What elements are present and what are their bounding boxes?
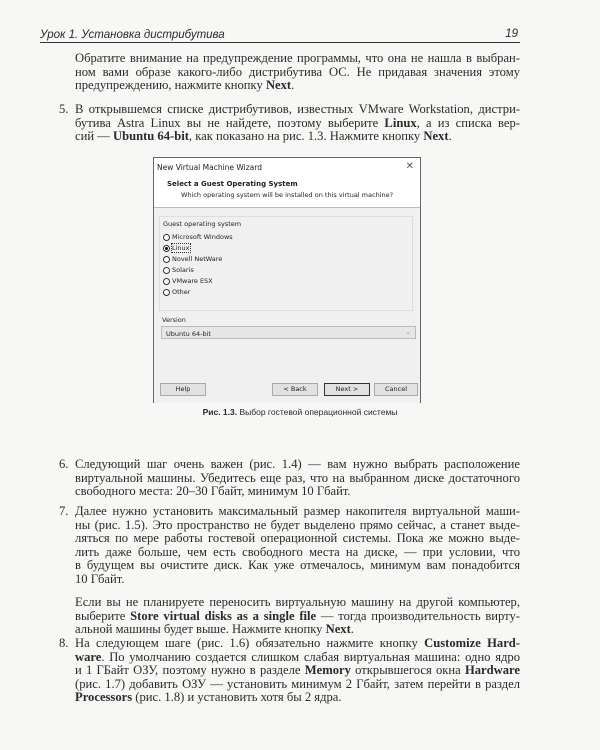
text-line [75, 664, 520, 678]
radio-circle-icon [163, 245, 170, 252]
paragraph-warning [75, 52, 520, 93]
text-run: В открывшемся списке дистрибутивов, известных VMware Workstation, дистри- [75, 102, 520, 116]
text-run: предупреждению, нажмите кнопку [75, 78, 266, 93]
text-line [75, 691, 520, 705]
text-run: ляться по мере работы гостевой операционной системы. Пока же можно выде- [75, 531, 520, 546]
text-line [75, 519, 520, 533]
text-run: альной машины будет выше. Нажмите кнопку [75, 622, 326, 637]
radio-microsoft-windows[interactable] [163, 233, 233, 241]
text-run: . По умолчанию создается слишком слабая виртуальная машина: одно ядро [101, 649, 520, 664]
radio-label: Other [172, 288, 191, 296]
cancel-button[interactable]: Cancel [374, 383, 418, 396]
next-button[interactable]: Next > [324, 383, 370, 396]
radio-circle-icon [163, 278, 170, 285]
text-line [75, 52, 520, 66]
text-run: . [448, 129, 452, 144]
bold-term: Hardware [464, 663, 520, 678]
text-run: бутива Astra Linux вы не найдете, поэтому выберите [75, 115, 385, 130]
text-line [75, 130, 520, 144]
bold-term: Next [423, 129, 449, 144]
group-label: Guest operating system [163, 220, 242, 228]
text-run: Обратите внимание на предупреждение программы, что она не нашла в выбран- [75, 51, 520, 65]
text-line [75, 546, 520, 560]
text-run: в будущем вы очистите диск. Как уже отмечалось, минимум вам понадобится [75, 558, 520, 573]
text-run: , как показано на рис. 1.3. Нажмите кнопку [188, 129, 424, 144]
version-label: Version [162, 316, 186, 324]
bold-term: Ubuntu 64-bit [112, 129, 189, 144]
text-run: На следующем шаге (рис. 1.6) обязательно нажмите кнопку [75, 636, 425, 650]
radio-linux[interactable] [163, 244, 190, 252]
text-line [75, 485, 520, 499]
text-run: . [350, 622, 354, 637]
list-number: 6. [59, 457, 69, 471]
bold-term: Linux [384, 115, 417, 130]
list-item-7 [59, 504, 520, 587]
running-header [40, 29, 520, 43]
paragraph-store-disks [75, 596, 520, 637]
text-line [75, 678, 520, 692]
figure-text: Выбор гостевой операционной системы [237, 407, 398, 417]
list-number: 8. [59, 636, 69, 650]
bold-term: Processors [75, 690, 133, 705]
text-line [75, 472, 520, 486]
list-item-8 [59, 636, 520, 705]
text-line [75, 458, 520, 472]
text-line [75, 505, 520, 519]
version-value: Ubuntu 64-bit [166, 330, 211, 338]
text-run: Следующий шаг очень важен (рис. 1.4) — вам нужно выбрать расположение [75, 457, 520, 471]
list-item-5 [59, 102, 520, 144]
radio-label: Linux [172, 244, 190, 252]
radio-circle-icon [163, 289, 170, 296]
help-button[interactable]: Help [160, 383, 206, 396]
dialog-heading: Select a Guest Operating System [167, 180, 298, 188]
text-run: Если вы не планируете переносить виртуальную машину на другой компьютер, [75, 595, 520, 609]
text-run: (рис. 1.8) и установить хотя бы 2 ядра. [132, 690, 342, 705]
text-line [75, 610, 520, 624]
text-line [75, 79, 520, 93]
back-button[interactable]: < Back [272, 383, 318, 396]
text-run: ном вами образе какого-либо дистрибутива ОС. Не придавая значения этому [75, 64, 520, 79]
text-line [75, 559, 520, 573]
radio-label: Solaris [172, 266, 194, 274]
list-number: 5. [59, 102, 69, 116]
bold-term: ware [75, 649, 102, 664]
text-run: виртуальной машины. Убедитесь еще раз, что на выбранном диске достаточного [75, 470, 520, 485]
figure-label: Рис. 1.3. [202, 407, 238, 417]
version-select[interactable] [161, 326, 416, 339]
text-line [75, 573, 520, 587]
text-run: открывшегося окна [350, 663, 465, 678]
radio-vmware-esx[interactable] [163, 277, 213, 285]
text-line [75, 103, 520, 117]
text-run: и 1 ГБайт ОЗУ, поэтому нужно в разделе [75, 663, 305, 678]
page-number: 19 [505, 28, 518, 40]
text-run: свободного места: 20–30 Гбайт, минимум 10 Гбайт. [75, 484, 351, 499]
radio-solaris[interactable] [163, 266, 194, 274]
text-line [75, 651, 520, 665]
list-number: 7. [59, 504, 69, 518]
text-run: . [291, 78, 295, 93]
guest-os-group [159, 216, 413, 311]
text-line [75, 66, 520, 80]
radio-novell-netware[interactable] [163, 255, 222, 263]
bold-term: Customize Hard- [424, 636, 520, 650]
close-icon[interactable]: ✕ [405, 161, 414, 172]
radio-label: VMware ESX [172, 277, 213, 285]
figure-caption [0, 407, 600, 417]
text-line [75, 117, 520, 131]
text-run: выберите [75, 608, 131, 623]
text-line [75, 532, 520, 546]
chapter-title: Урок 1. Установка дистрибутива [40, 29, 225, 41]
list-item-6 [59, 457, 520, 499]
radio-circle-icon [163, 267, 170, 274]
chevron-down-icon: ⌄ [405, 328, 411, 336]
dialog-title: New Virtual Machine Wizard [157, 163, 262, 172]
text-run: 10 Гбайт. [75, 571, 125, 586]
bold-term: Store virtual disks as a single file [130, 608, 317, 623]
radio-circle-icon [163, 256, 170, 263]
radio-circle-icon [163, 234, 170, 241]
text-run: лить даже больше, чем есть свободного места на диске, — при условии, что [75, 544, 520, 559]
text-line [75, 623, 520, 637]
radio-label: Microsoft Windows [172, 233, 233, 241]
text-run: , а из списка вер- [416, 115, 520, 130]
text-run: (рис. 1.7) добавить ОЗУ — установить минимум 2 Гбайт, затем перейти в раздел [75, 676, 520, 691]
text-run: ны (рис. 1.5). Это пространство не будет выделено прямо сейчас, а станет выде- [75, 517, 520, 532]
text-line [75, 596, 520, 610]
radio-other[interactable] [163, 288, 190, 296]
new-vm-wizard-dialog [153, 157, 421, 403]
radio-label: Novell NetWare [172, 255, 223, 263]
text-run: сий — [75, 129, 113, 144]
text-line [75, 637, 520, 651]
bold-term: Next [325, 622, 351, 637]
text-run: — тогда производительность вирту- [316, 608, 520, 623]
bold-term: Memory [304, 663, 351, 678]
dialog-subheading: Which operating system will be installed on this virtual machine? [181, 191, 394, 199]
bold-term: Next [265, 78, 292, 93]
text-run: Далее нужно установить максимальный размер накопителя виртуальной маши- [75, 504, 520, 518]
